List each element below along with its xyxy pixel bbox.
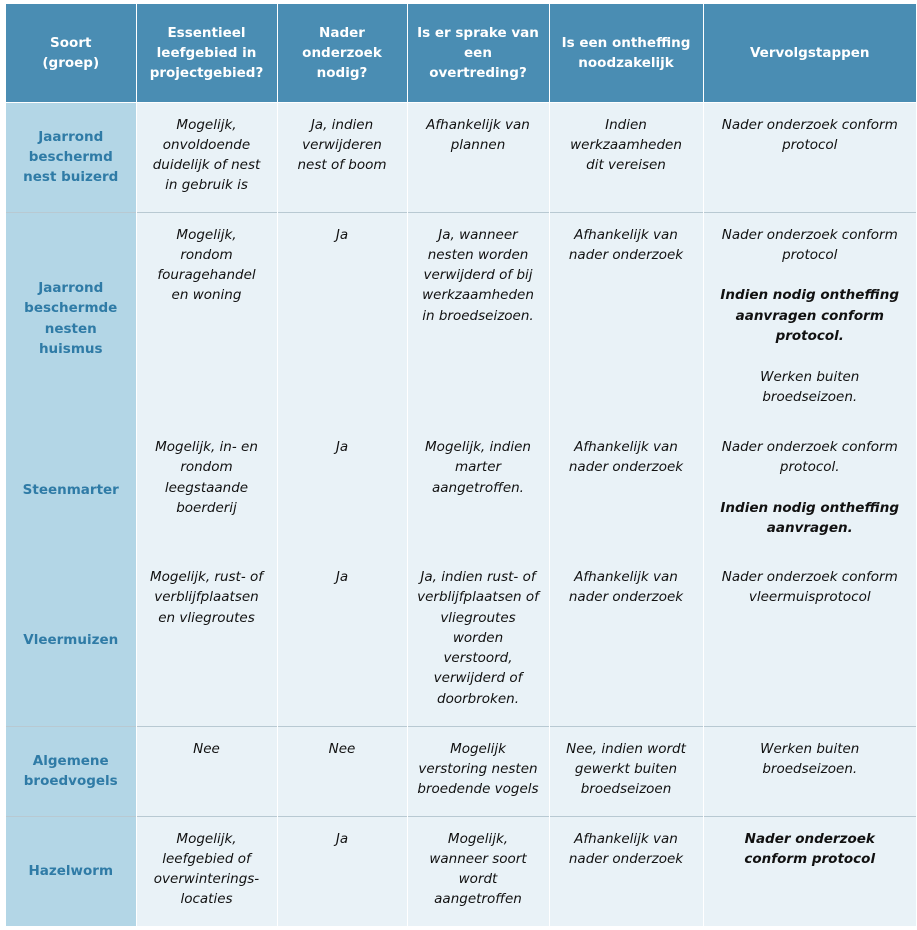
cell-line: Mogelijk, in- en bbox=[155, 439, 258, 455]
next-steps-cell bbox=[703, 555, 916, 726]
cell-line: broedseizoen. bbox=[762, 388, 858, 405]
cell-line: Nader onderzoek conform bbox=[721, 226, 898, 243]
cell-line: verstoord, bbox=[443, 650, 513, 667]
cell-line: Mogelijk, bbox=[176, 830, 237, 847]
paragraph-gap bbox=[708, 265, 913, 285]
research-cell bbox=[277, 102, 407, 212]
cell-line: boerderij bbox=[176, 499, 237, 516]
cell-line: Nader onderzoek conform bbox=[721, 439, 898, 455]
cell-line: in gebruik is bbox=[165, 177, 248, 194]
cell-line: vliegroutes bbox=[440, 609, 516, 626]
cell-line: Afhankelijk van bbox=[574, 439, 678, 455]
header-line: leefgebied in bbox=[156, 44, 257, 61]
cell-line: dit vereisen bbox=[586, 157, 666, 174]
cell-line: Mogelijk, rust- of bbox=[149, 569, 264, 585]
cell-line: werkzaamheden bbox=[570, 136, 682, 153]
cell-line: locaties bbox=[180, 891, 233, 908]
species-cell bbox=[6, 555, 136, 726]
header-next-steps bbox=[703, 4, 916, 102]
cell-line: aangetroffen. bbox=[432, 479, 524, 496]
cell-line: vleermuisprotocol bbox=[748, 589, 871, 606]
header-exemption bbox=[549, 4, 703, 102]
cell-line: Mogelijk, bbox=[176, 226, 237, 243]
cell-line: Afhankelijk van bbox=[574, 569, 678, 585]
cell-line: Afhankelijk van bbox=[574, 226, 678, 243]
species-line: Jaarrond bbox=[38, 128, 104, 145]
research-cell bbox=[277, 555, 407, 726]
exemption-cell bbox=[549, 726, 703, 816]
cell-line: Ja, indien rust- of bbox=[420, 569, 536, 585]
cell-line: Werken buiten bbox=[760, 740, 860, 757]
cell-line: verwijderen bbox=[302, 136, 382, 153]
cell-line: doorbroken. bbox=[437, 690, 519, 707]
header-line: onderzoek bbox=[302, 44, 382, 61]
cell-line: verblijfplaatsen of bbox=[417, 589, 539, 606]
next-steps-cell bbox=[703, 102, 916, 212]
violation-cell bbox=[407, 425, 549, 555]
species-line: huismus bbox=[38, 341, 103, 358]
species-line: Vleermuizen bbox=[23, 632, 119, 649]
header-line: (groep) bbox=[42, 54, 100, 71]
next-steps-cell bbox=[703, 726, 916, 816]
species-line: Hazelworm bbox=[28, 863, 114, 880]
header-line: Soort bbox=[50, 34, 92, 51]
header-line: Is er sprake van bbox=[417, 24, 539, 41]
cell-line: nader onderzoek bbox=[568, 246, 684, 263]
cell-line: nader onderzoek bbox=[568, 589, 684, 606]
cell-line: en vliegroutes bbox=[158, 609, 255, 626]
research-cell bbox=[277, 425, 407, 555]
table-row bbox=[6, 555, 916, 726]
cell-line: marter bbox=[454, 459, 502, 476]
research-cell bbox=[277, 726, 407, 816]
species-cell bbox=[6, 102, 136, 212]
table-row bbox=[6, 425, 916, 555]
cell-line: fouragehandel bbox=[157, 267, 256, 284]
next-steps-cell bbox=[703, 816, 916, 926]
cell-line: duidelijk of nest bbox=[152, 157, 261, 174]
exemption-cell bbox=[549, 212, 703, 425]
cell-line: Indien nodig ontheffing bbox=[720, 499, 900, 516]
cell-line: Indien bbox=[605, 116, 647, 133]
cell-line: Werken buiten bbox=[760, 368, 860, 385]
cell-line: aanvragen conform bbox=[735, 307, 884, 324]
cell-line: werkzaamheden bbox=[422, 287, 534, 304]
cell-line: Ja bbox=[335, 830, 349, 847]
species-line: broedvogels bbox=[23, 773, 118, 789]
cell-line: Ja, indien bbox=[310, 116, 374, 133]
table-container bbox=[6, 4, 916, 926]
exemption-cell bbox=[549, 425, 703, 555]
cell-line: nader onderzoek bbox=[568, 850, 684, 867]
cell-line: wanneer soort bbox=[429, 850, 527, 867]
cell-line: Ja bbox=[335, 569, 349, 585]
research-cell bbox=[277, 212, 407, 425]
next-steps-cell bbox=[703, 425, 916, 555]
species-line: Jaarrond bbox=[38, 280, 104, 297]
cell-line: Indien nodig ontheffing bbox=[720, 287, 900, 304]
species-line: Algemene bbox=[32, 752, 109, 769]
cell-line: protocol bbox=[782, 136, 838, 153]
cell-line: worden bbox=[452, 629, 504, 646]
essential-cell bbox=[136, 212, 277, 425]
cell-line: protocol. bbox=[775, 327, 844, 344]
cell-line: conform protocol bbox=[744, 850, 876, 867]
header-line: Nader bbox=[319, 24, 365, 41]
cell-line: aangetroffen bbox=[434, 891, 522, 908]
violation-cell bbox=[407, 555, 549, 726]
cell-line: Mogelijk, bbox=[447, 830, 509, 847]
cell-line: protocol. bbox=[779, 459, 840, 476]
cell-line: rondom bbox=[180, 246, 233, 263]
header-line: nodig? bbox=[316, 64, 368, 81]
species-line: nest buizerd bbox=[23, 169, 119, 186]
cell-line: Nader onderzoek conform bbox=[721, 116, 898, 133]
header-line: een bbox=[464, 44, 492, 61]
cell-line: Nader onderzoek conform bbox=[721, 569, 898, 585]
cell-line: wordt bbox=[458, 871, 498, 888]
header-line: Vervolgstappen bbox=[749, 44, 870, 61]
header-line: noodzakelijk bbox=[578, 54, 674, 71]
violation-cell bbox=[407, 212, 549, 425]
cell-line: nesten worden bbox=[427, 246, 529, 263]
next-steps-cell bbox=[703, 212, 916, 425]
header-line: projectgebied? bbox=[149, 64, 264, 81]
research-cell bbox=[277, 816, 407, 926]
essential-cell bbox=[136, 726, 277, 816]
species-line: beschermd bbox=[28, 148, 113, 165]
cell-line: Afhankelijk van bbox=[574, 830, 678, 847]
table-row bbox=[6, 726, 916, 816]
species-cell bbox=[6, 425, 136, 555]
cell-line: nest of boom bbox=[297, 157, 387, 174]
cell-line: rondom bbox=[180, 459, 233, 476]
exemption-cell bbox=[549, 816, 703, 926]
cell-line: protocol bbox=[782, 246, 838, 263]
essential-cell bbox=[136, 816, 277, 926]
cell-line: en woning bbox=[171, 287, 242, 304]
cell-line: broedseizoen bbox=[580, 781, 672, 798]
header-violation bbox=[407, 4, 549, 102]
table-row bbox=[6, 816, 916, 926]
paragraph-gap bbox=[708, 346, 913, 366]
cell-line: leegstaande bbox=[164, 479, 249, 496]
species-line: nesten bbox=[44, 320, 97, 337]
species-line: beschermde bbox=[24, 300, 118, 317]
table-row bbox=[6, 102, 916, 212]
cell-line: nader onderzoek bbox=[568, 459, 684, 476]
header-line: overtreding? bbox=[429, 64, 527, 81]
violation-cell bbox=[407, 726, 549, 816]
cell-line: Mogelijk, indien bbox=[425, 439, 531, 455]
header-line: Essentieel bbox=[167, 24, 246, 41]
species-cell bbox=[6, 816, 136, 926]
cell-line: leefgebied of bbox=[162, 850, 251, 867]
cell-line: in broedseizoen. bbox=[422, 307, 534, 324]
header-species bbox=[6, 4, 136, 102]
cell-line: Nee bbox=[328, 740, 356, 757]
species-table bbox=[6, 4, 916, 926]
header-research bbox=[277, 4, 407, 102]
cell-line: Nader onderzoek bbox=[744, 830, 875, 847]
exemption-cell bbox=[549, 555, 703, 726]
cell-line: gewerkt buiten bbox=[574, 760, 678, 777]
cell-line: aanvragen. bbox=[766, 520, 853, 537]
cell-line: Nee, indien wordt bbox=[566, 740, 686, 757]
table-row bbox=[6, 212, 916, 425]
cell-line: verwijderd of bij bbox=[423, 267, 533, 284]
cell-line: Ja bbox=[335, 439, 349, 455]
cell-line: overwinterings- bbox=[153, 871, 260, 888]
species-line: Steenmarter bbox=[22, 481, 119, 498]
violation-cell bbox=[407, 102, 549, 212]
cell-line: onvoldoende bbox=[162, 136, 251, 153]
essential-cell bbox=[136, 555, 277, 726]
cell-line: Mogelijk, bbox=[176, 116, 237, 133]
header-row bbox=[6, 4, 916, 102]
species-cell bbox=[6, 726, 136, 816]
cell-line: verstoring nesten bbox=[418, 760, 538, 777]
cell-line: Afhankelijk van bbox=[426, 116, 530, 133]
cell-line: broedende vogels bbox=[417, 781, 539, 798]
cell-line: verwijderd of bbox=[433, 670, 523, 687]
violation-cell bbox=[407, 816, 549, 926]
cell-line: Ja, wanneer bbox=[438, 226, 518, 243]
cell-line: Mogelijk bbox=[450, 740, 506, 757]
cell-line: verblijfplaatsen bbox=[154, 589, 259, 606]
header-line: Is een ontheffing bbox=[561, 34, 691, 51]
cell-line: plannen bbox=[450, 136, 506, 153]
essential-cell bbox=[136, 425, 277, 555]
exemption-cell bbox=[549, 102, 703, 212]
species-cell bbox=[6, 212, 136, 425]
cell-line: Ja bbox=[335, 226, 349, 243]
header-essential bbox=[136, 4, 277, 102]
cell-line: broedseizoen. bbox=[762, 760, 858, 777]
cell-line: Nee bbox=[193, 740, 220, 757]
essential-cell bbox=[136, 102, 277, 212]
paragraph-gap bbox=[708, 478, 913, 498]
